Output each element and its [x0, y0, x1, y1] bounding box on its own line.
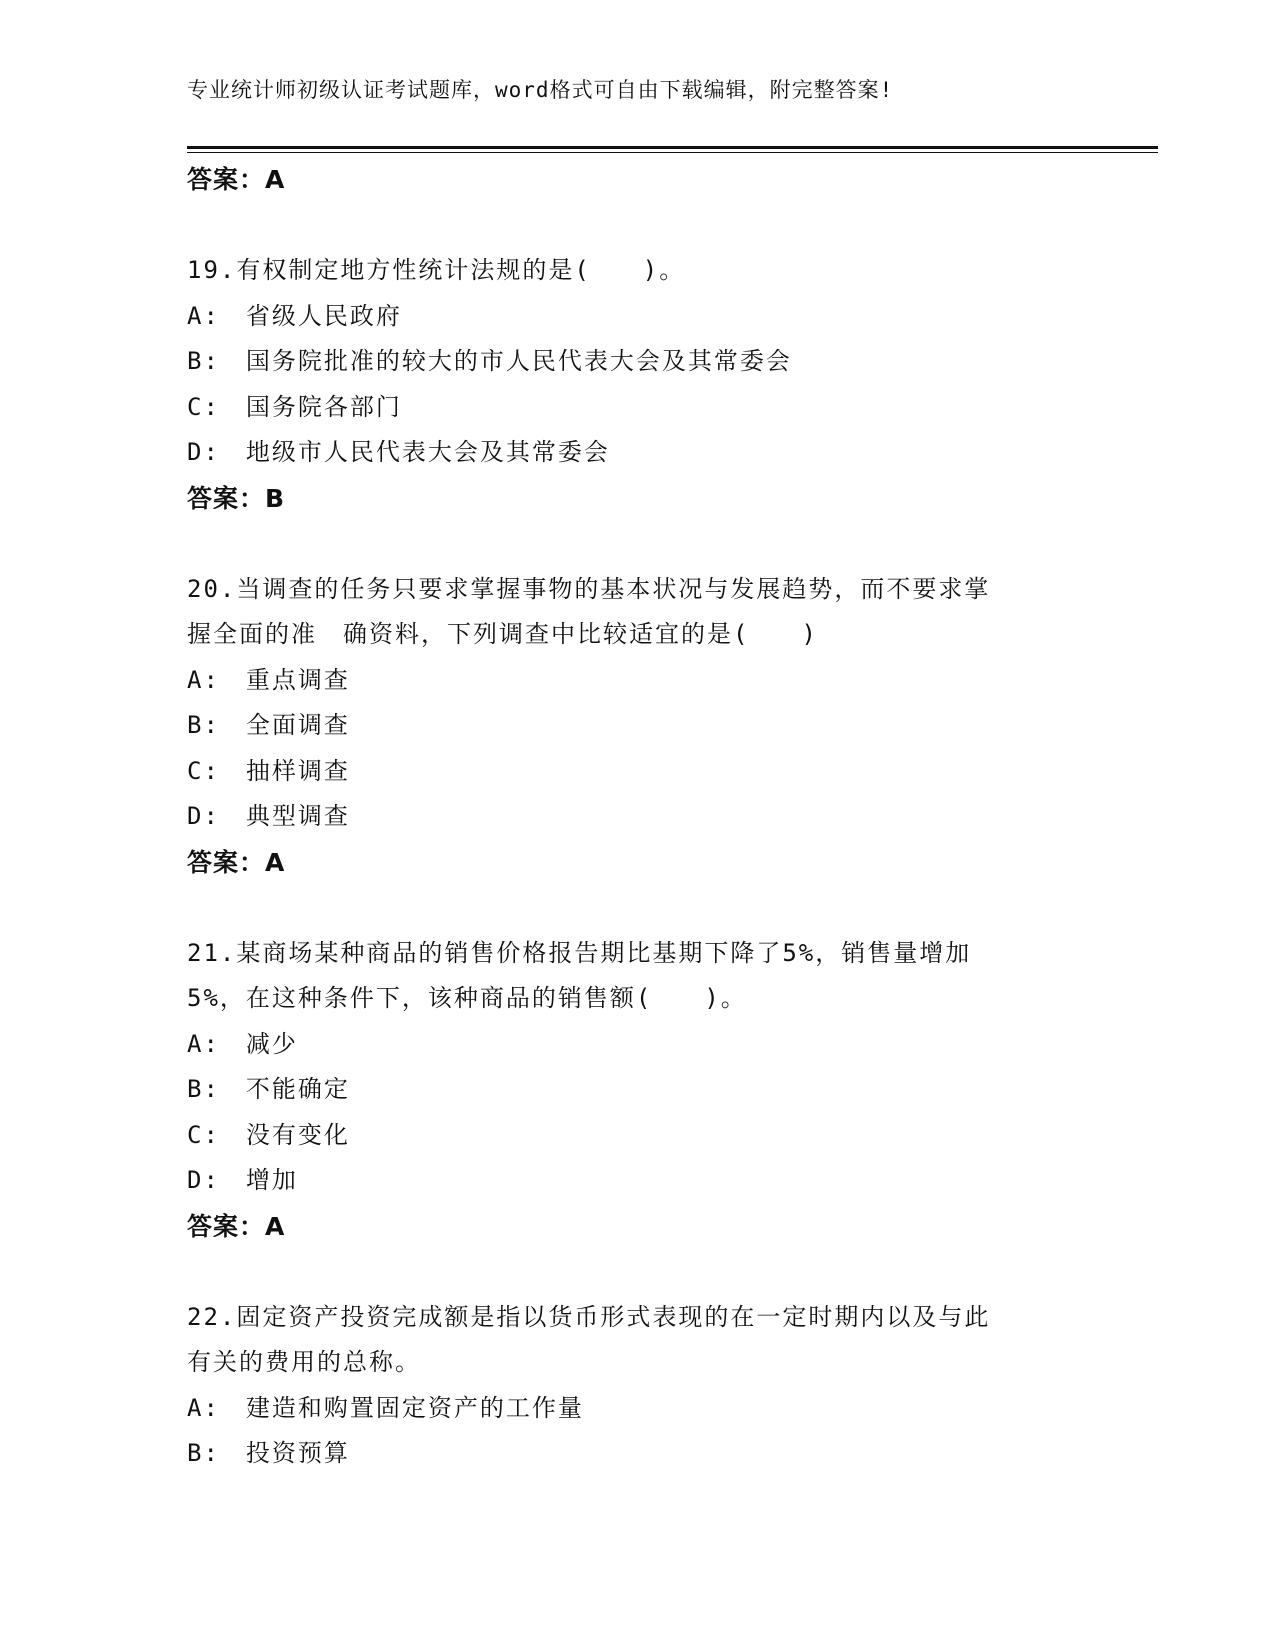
- question-text-continued: 握全面的准 确资料，下列调查中比较适宜的是( ): [187, 620, 818, 648]
- question-block: [187, 248, 1087, 521]
- question-block: [187, 567, 1087, 886]
- question-block: [187, 1295, 1087, 1477]
- header-rule-thin: [187, 152, 1158, 153]
- option-a: A: 重点调查: [187, 665, 350, 694]
- spacer: [187, 885, 1087, 931]
- answer-value: A: [265, 847, 286, 877]
- answer-value: A: [265, 1211, 286, 1241]
- option-a: A: 省级人民政府: [187, 301, 402, 330]
- question-list: [187, 157, 1087, 1477]
- question-text: 20.当调查的任务只要求掌握事物的基本状况与发展趋势，而不要求掌: [187, 574, 991, 603]
- header-rule-thick: [187, 146, 1158, 149]
- question-text-continued: 5%，在这种条件下，该种商品的销售额( )。: [187, 984, 747, 1012]
- answer-value: A: [265, 165, 286, 194]
- answer-label: 答案：: [187, 1211, 266, 1241]
- option-c: C: 抽样调查: [187, 756, 350, 785]
- spacer: [187, 521, 1087, 567]
- option-d: D: 典型调查: [187, 802, 350, 830]
- page-header: 专业统计师初级认证考试题库，word格式可自由下载编辑，附完整答案!: [187, 78, 894, 102]
- question-text: 22.固定资产投资完成额是指以货币形式表现的在一定时期内以及与此: [187, 1302, 991, 1331]
- question-text: 21.某商场某种商品的销售价格报告期比基期下降了5%，销售量增加: [187, 938, 972, 967]
- answer-value: B: [265, 483, 286, 513]
- question-text-continued: 有关的费用的总称。: [187, 1348, 421, 1376]
- option-b: B: 国务院批准的较大的市人民代表大会及其常委会: [187, 347, 792, 375]
- option-b: B: 全面调查: [187, 711, 350, 739]
- answer-label: 答案：: [187, 483, 266, 513]
- spacer: [187, 203, 1087, 249]
- answer-label: 答案：: [187, 847, 266, 877]
- option-b: B: 投资预算: [187, 1439, 350, 1467]
- option-a: A: 建造和购置固定资产的工作量: [187, 1393, 584, 1422]
- answer-label: 答案：: [187, 165, 266, 194]
- prev-answer-line: [187, 157, 1087, 203]
- option-d: D: 增加: [187, 1166, 298, 1194]
- answer-line: [187, 840, 1087, 886]
- option-c: C: 国务院各部门: [187, 392, 402, 421]
- spacer: [187, 1249, 1087, 1295]
- option-b: B: 不能确定: [187, 1075, 350, 1103]
- question-text: 19.有权制定地方性统计法规的是( )。: [187, 256, 686, 284]
- option-d: D: 地级市人民代表大会及其常委会: [187, 438, 610, 466]
- answer-line: [187, 1204, 1087, 1250]
- question-block: [187, 931, 1087, 1250]
- option-c: C: 没有变化: [187, 1120, 350, 1149]
- option-a: A: 减少: [187, 1029, 298, 1058]
- answer-line: [187, 476, 1087, 522]
